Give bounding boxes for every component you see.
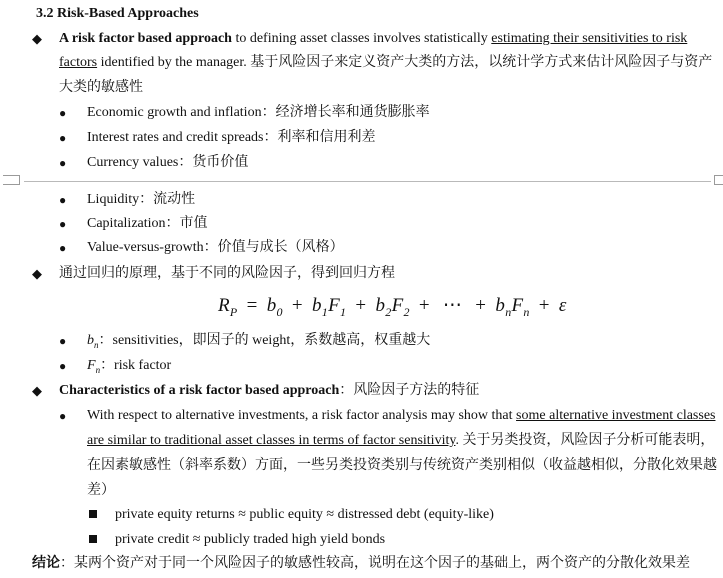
dot-bullet-icon: ●: [59, 241, 67, 255]
factor-item: Value-versus-growth：价值与成长（风格）: [87, 240, 344, 255]
dot-bullet-icon: ●: [59, 334, 67, 348]
text-fragment: ：风险因子方法的特征: [339, 383, 480, 398]
conclusion-text: ：某两个资产对于同一个风险因子的敏感性较高，说明在这个因子的基础上，两个资产的分散化效果差: [60, 556, 690, 571]
underlined-text: some alternative investment classes: [516, 408, 716, 423]
formula-subscript: 2: [385, 304, 392, 319]
diamond-bullet-icon: ◆: [32, 383, 42, 398]
dot-bullet-icon: ●: [59, 193, 67, 207]
variable-symbol: $F_n$: [87, 358, 101, 375]
example-item: private credit ≈ publicly traded high yield bonds: [115, 532, 386, 547]
factor-item: Currency values：货币价值: [87, 155, 249, 170]
regression-formula: [218, 294, 567, 324]
formula-symbol: b: [311, 295, 322, 316]
alternative-investments-line2: [87, 429, 714, 454]
definition-text: ：sensitivities，即因子的 weight，系数越高，权重越大: [98, 333, 431, 348]
formula-symbol: b: [266, 295, 277, 316]
formula-operator: +: [418, 295, 430, 316]
formula-operator: +: [291, 295, 303, 316]
diamond-bullet-icon: ◆: [32, 31, 42, 46]
text-fragment: to defining asset classes involves statistically: [231, 31, 492, 46]
definition-text: ：risk factor: [100, 358, 172, 373]
dot-bullet-icon: ●: [59, 359, 67, 373]
formula-operator: +: [475, 295, 487, 316]
dot-bullet-icon: ●: [59, 217, 67, 231]
conclusion-label: 结论: [32, 556, 60, 571]
alternative-investments-line3: 在因素敏感性（斜率系数）方面，一些另类投资类别与传统资产类别相似（收益越相似，分散化效果越: [87, 458, 717, 473]
factor-item: Economic growth and inflation：经济增长率和通货膨胀率: [87, 105, 430, 120]
diamond-bullet-icon: ◆: [32, 266, 42, 281]
formula-symbol: b: [495, 295, 506, 316]
formula-subscript: 1: [339, 304, 347, 319]
dot-bullet-icon: ●: [59, 409, 67, 423]
formula-operator: +: [355, 295, 367, 316]
formula-symbol: ε: [558, 295, 567, 316]
section-heading: 3.2 Risk-Based Approaches: [36, 6, 199, 21]
formula-subscript: 2: [403, 304, 410, 319]
formula-subscript: P: [229, 304, 238, 319]
underlined-text: factors: [59, 55, 98, 70]
alternative-investments-line4: 差）: [87, 483, 115, 498]
page-break-line: [24, 181, 711, 182]
dot-bullet-icon: ●: [59, 106, 67, 120]
page-break-marker-right: [714, 175, 723, 185]
paragraph-risk-factor-line2: [59, 51, 712, 76]
text-fragment: . 关于另类投资，风险因子分析可能表明，: [455, 433, 715, 448]
factor-item: Interest rates and credit spreads：利率和信用利差: [87, 130, 376, 145]
formula-symbol: F: [328, 295, 340, 316]
conclusion-line: [32, 552, 690, 577]
alternative-investments-line1: [87, 404, 716, 429]
bold-lead: Characteristics of a risk factor based approach: [59, 383, 340, 398]
example-item: private equity returns ≈ public equity ≈ distressed debt (equity-like): [115, 507, 494, 522]
formula-subscript: 0: [276, 304, 283, 319]
formula-symbol: R: [218, 295, 230, 316]
formula-subscript: n: [523, 304, 530, 319]
formula-symbol: b: [375, 295, 386, 316]
text-fragment: identified by the manager. 基于风险因子来定义资产大类的方法，以统计学方式来估计风险因子与资产: [97, 55, 713, 70]
formula-operator: +: [538, 295, 550, 316]
formula-operator: ⋯: [442, 295, 463, 316]
underlined-text: estimating their sensitivities to risk: [491, 31, 688, 46]
square-bullet-icon: [89, 535, 97, 543]
paragraph-risk-factor-line3: 大类的敏感性: [59, 80, 143, 95]
formula-subscript: 1: [321, 304, 329, 319]
regression-intro: 通过回归的原理，基于不同的风险因子，得到回归方程: [59, 266, 395, 281]
text-fragment: With respect to alternative investments, a risk factor analysis may show that: [87, 408, 517, 423]
variable-symbol: $b_n$: [87, 333, 99, 350]
paragraph-risk-factor-line1: [59, 27, 687, 52]
formula-operator: =: [246, 295, 258, 316]
square-bullet-icon: [89, 510, 97, 518]
factor-item: Liquidity：流动性: [87, 192, 196, 207]
bold-lead: A risk factor based approach: [59, 31, 232, 46]
dot-bullet-icon: ●: [59, 156, 67, 170]
formula-subscript: n: [505, 304, 512, 319]
formula-symbol: F: [511, 295, 524, 316]
characteristics-heading: [59, 379, 479, 404]
page-break-marker-left: [3, 175, 20, 185]
dot-bullet-icon: ●: [59, 131, 67, 145]
underlined-text: are similar to traditional asset classes in terms of factor sensitivity: [87, 433, 456, 448]
formula-symbol: F: [391, 295, 404, 316]
factor-item: Capitalization：市值: [87, 216, 208, 231]
